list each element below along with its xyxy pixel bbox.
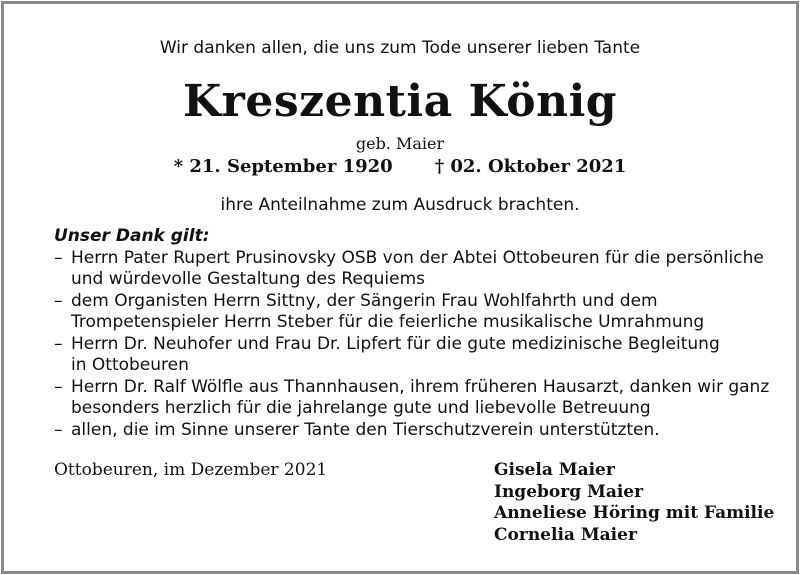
thanks-list <box>54 226 794 441</box>
signatory: Cornelia Maier <box>494 524 637 545</box>
dash-bullet: – <box>54 290 63 311</box>
signatories <box>494 460 774 546</box>
dash-bullet: – <box>54 419 63 440</box>
list-item-text: dem Organisten Herrn Sittny, der Sängerin Frau Wohlfahrth und dem Trompetenspieler Herrn Steber für die feierliche musikalische Umrahmung <box>71 290 705 332</box>
dash-bullet: – <box>54 333 63 354</box>
birth-name: geb. Maier <box>355 134 445 153</box>
list-item <box>54 377 794 420</box>
list-item-text: Herrn Dr. Neuhofer und Frau Dr. Lipfert für die gute medizinische Begleitung in Ottobeuren <box>71 333 720 375</box>
place-date: Ottobeuren, im Dezember 2021 <box>54 460 328 480</box>
dash-bullet: – <box>54 376 63 397</box>
list-item <box>54 291 794 334</box>
list-item-text: Herrn Dr. Ralf Wölfle aus Thannhausen, ihrem früheren Hausarzt, danken wir ganz besonders herzlich für die jahrelange gute und liebevolle Betreuung <box>71 376 770 418</box>
list-item-text: allen, die im Sinne unserer Tante den Tierschutzverein unterstützten. <box>71 419 660 440</box>
outro-text: ihre Anteilnahme zum Ausdruck brachten. <box>220 195 580 215</box>
list-item <box>54 420 794 442</box>
intro-text: Wir danken allen, die uns zum Tode unserer lieben Tante <box>159 38 641 58</box>
list-item <box>54 248 794 291</box>
death-date: † 02. Oktober 2021 <box>434 156 627 177</box>
signatory: Gisela Maier <box>494 460 615 480</box>
notice-frame <box>1 1 799 574</box>
life-dates <box>4 156 796 177</box>
signatory: Anneliese Höring mit Familie <box>494 503 775 523</box>
list-item <box>54 334 794 377</box>
thanks-heading: Unser Dank gilt: <box>54 226 210 246</box>
deceased-name: Kreszentia König <box>182 76 618 127</box>
birth-date: * 21. September 1920 <box>173 156 393 177</box>
dash-bullet: – <box>54 247 63 268</box>
list-item-text: Herrn Pater Rupert Prusinovsky OSB von der Abtei Ottobeuren für die persönliche und würdevolle Gestaltung des Requiems <box>71 247 764 289</box>
signatory: Ingeborg Maier <box>494 481 644 502</box>
